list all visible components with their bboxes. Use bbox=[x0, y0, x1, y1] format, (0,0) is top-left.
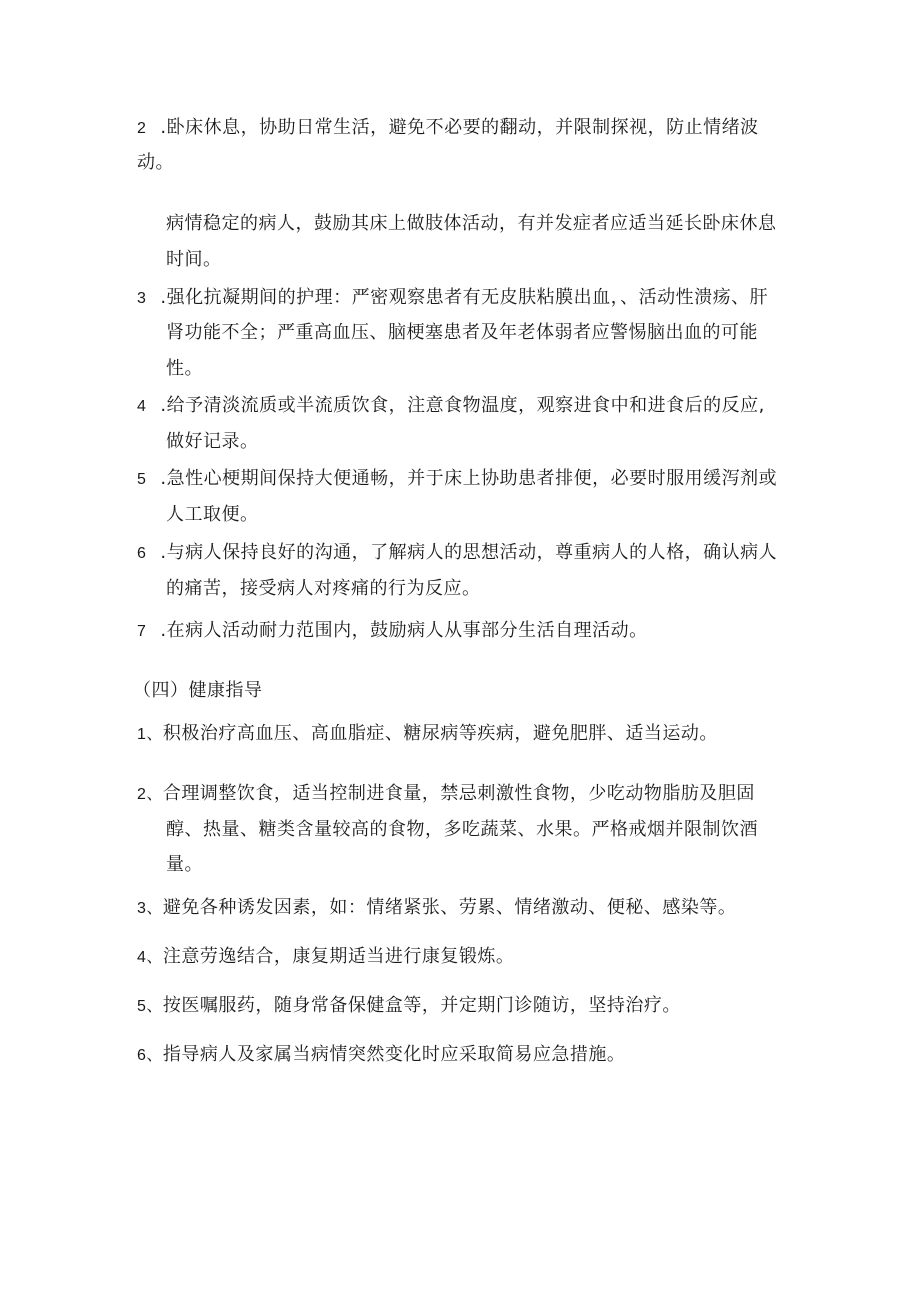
guidance-item-2-line-3: 量。 bbox=[166, 854, 203, 875]
nursing-item-6-line-1 bbox=[137, 541, 777, 566]
item-text: .在病人活动耐力范围内，鼓励病人从事部分生活自理活动。 bbox=[160, 620, 648, 641]
item-number: 7 bbox=[137, 623, 147, 640]
item-number: 4 bbox=[137, 398, 147, 415]
item-text: .与病人保持良好的沟通，了解病人的思想活动，尊重病人的人格，确认病人 bbox=[160, 542, 778, 563]
guidance-item-2-line-1 bbox=[137, 782, 755, 807]
nursing-item-6-line-2: 的痛苦，接受病人对疼痛的行为反应。 bbox=[166, 578, 481, 599]
item-text: .给予清淡流质或半流质饮食，注意食物温度，观察进食中和进食后的反应, bbox=[160, 395, 765, 416]
item-number: 1、 bbox=[137, 726, 163, 743]
item-number: 2、 bbox=[137, 786, 163, 803]
item-text: 积极治疗高血压、高血脂症、糖尿病等疾病，避免肥胖、适当运动。 bbox=[162, 723, 718, 744]
item-text: 注意劳逸结合，康复期适当进行康复锻炼。 bbox=[162, 946, 515, 967]
item-number: 2 bbox=[137, 120, 147, 137]
item-number: 6 bbox=[137, 545, 147, 562]
nursing-item-3-line-1 bbox=[137, 286, 768, 311]
item-number: 3、 bbox=[137, 900, 163, 917]
guidance-item-2-line-2: 醇、热量、糖类含量较高的食物，多吃蔬菜、水果。严格戒烟并限制饮酒 bbox=[166, 819, 758, 840]
nursing-item-7-line-1 bbox=[137, 619, 648, 644]
nursing-item-2-line-1 bbox=[137, 116, 759, 141]
nursing-paragraph-line-2: 时间。 bbox=[166, 249, 222, 270]
nursing-item-3-line-3: 性。 bbox=[166, 358, 203, 379]
section-heading: （四）健康指导 bbox=[133, 680, 263, 701]
item-text: .强化抗凝期间的护理：严密观察患者有无皮肤粘膜出血，、活动性溃疡、肝 bbox=[160, 287, 769, 308]
guidance-item-3-line-1 bbox=[137, 896, 736, 921]
item-text: 指导病人及家属当病情突然变化时应采取简易应急措施。 bbox=[162, 1044, 626, 1065]
guidance-item-4-line-1 bbox=[137, 945, 514, 970]
nursing-paragraph-line-1: 病情稳定的病人，鼓励其床上做肢体活动，有并发症者应适当延长卧床休息 bbox=[166, 213, 777, 234]
guidance-item-6-line-1 bbox=[137, 1043, 625, 1068]
guidance-item-5-line-1 bbox=[137, 994, 681, 1019]
item-text: 按医嘱服药，随身常备保健盒等，并定期门诊随访，坚持治疗。 bbox=[162, 995, 681, 1016]
nursing-item-4-line-1 bbox=[137, 394, 765, 419]
nursing-item-4-line-2: 做好记录。 bbox=[166, 431, 259, 452]
item-number: 5 bbox=[137, 471, 147, 488]
nursing-item-5-line-1 bbox=[137, 467, 777, 492]
item-number: 5、 bbox=[137, 998, 163, 1015]
item-text: 避免各种诱发因素，如：情绪紧张、劳累、情绪激动、便秘、感染等。 bbox=[162, 897, 737, 918]
item-text: .卧床休息，协助日常生活，避免不必要的翻动，并限制探视，防止情绪波 bbox=[160, 117, 759, 138]
item-number: 4、 bbox=[137, 949, 163, 966]
nursing-item-3-line-2: 肾功能不全；严重高血压、脑梗塞患者及年老体弱者应警惕脑出血的可能 bbox=[166, 322, 758, 343]
item-number: 6、 bbox=[137, 1047, 163, 1064]
item-text: 合理调整饮食，适当控制进食量，禁忌刺激性食物，少吃动物脂肪及胆固 bbox=[162, 783, 755, 804]
nursing-item-5-line-2: 人工取便。 bbox=[166, 504, 259, 525]
item-text: .急性心梗期间保持大便通畅，并于床上协助患者排便，必要时服用缓泻剂或 bbox=[160, 468, 778, 489]
guidance-item-1-line-1 bbox=[137, 722, 718, 747]
item-number: 3 bbox=[137, 290, 147, 307]
nursing-item-2-line-2: 动。 bbox=[137, 152, 174, 173]
